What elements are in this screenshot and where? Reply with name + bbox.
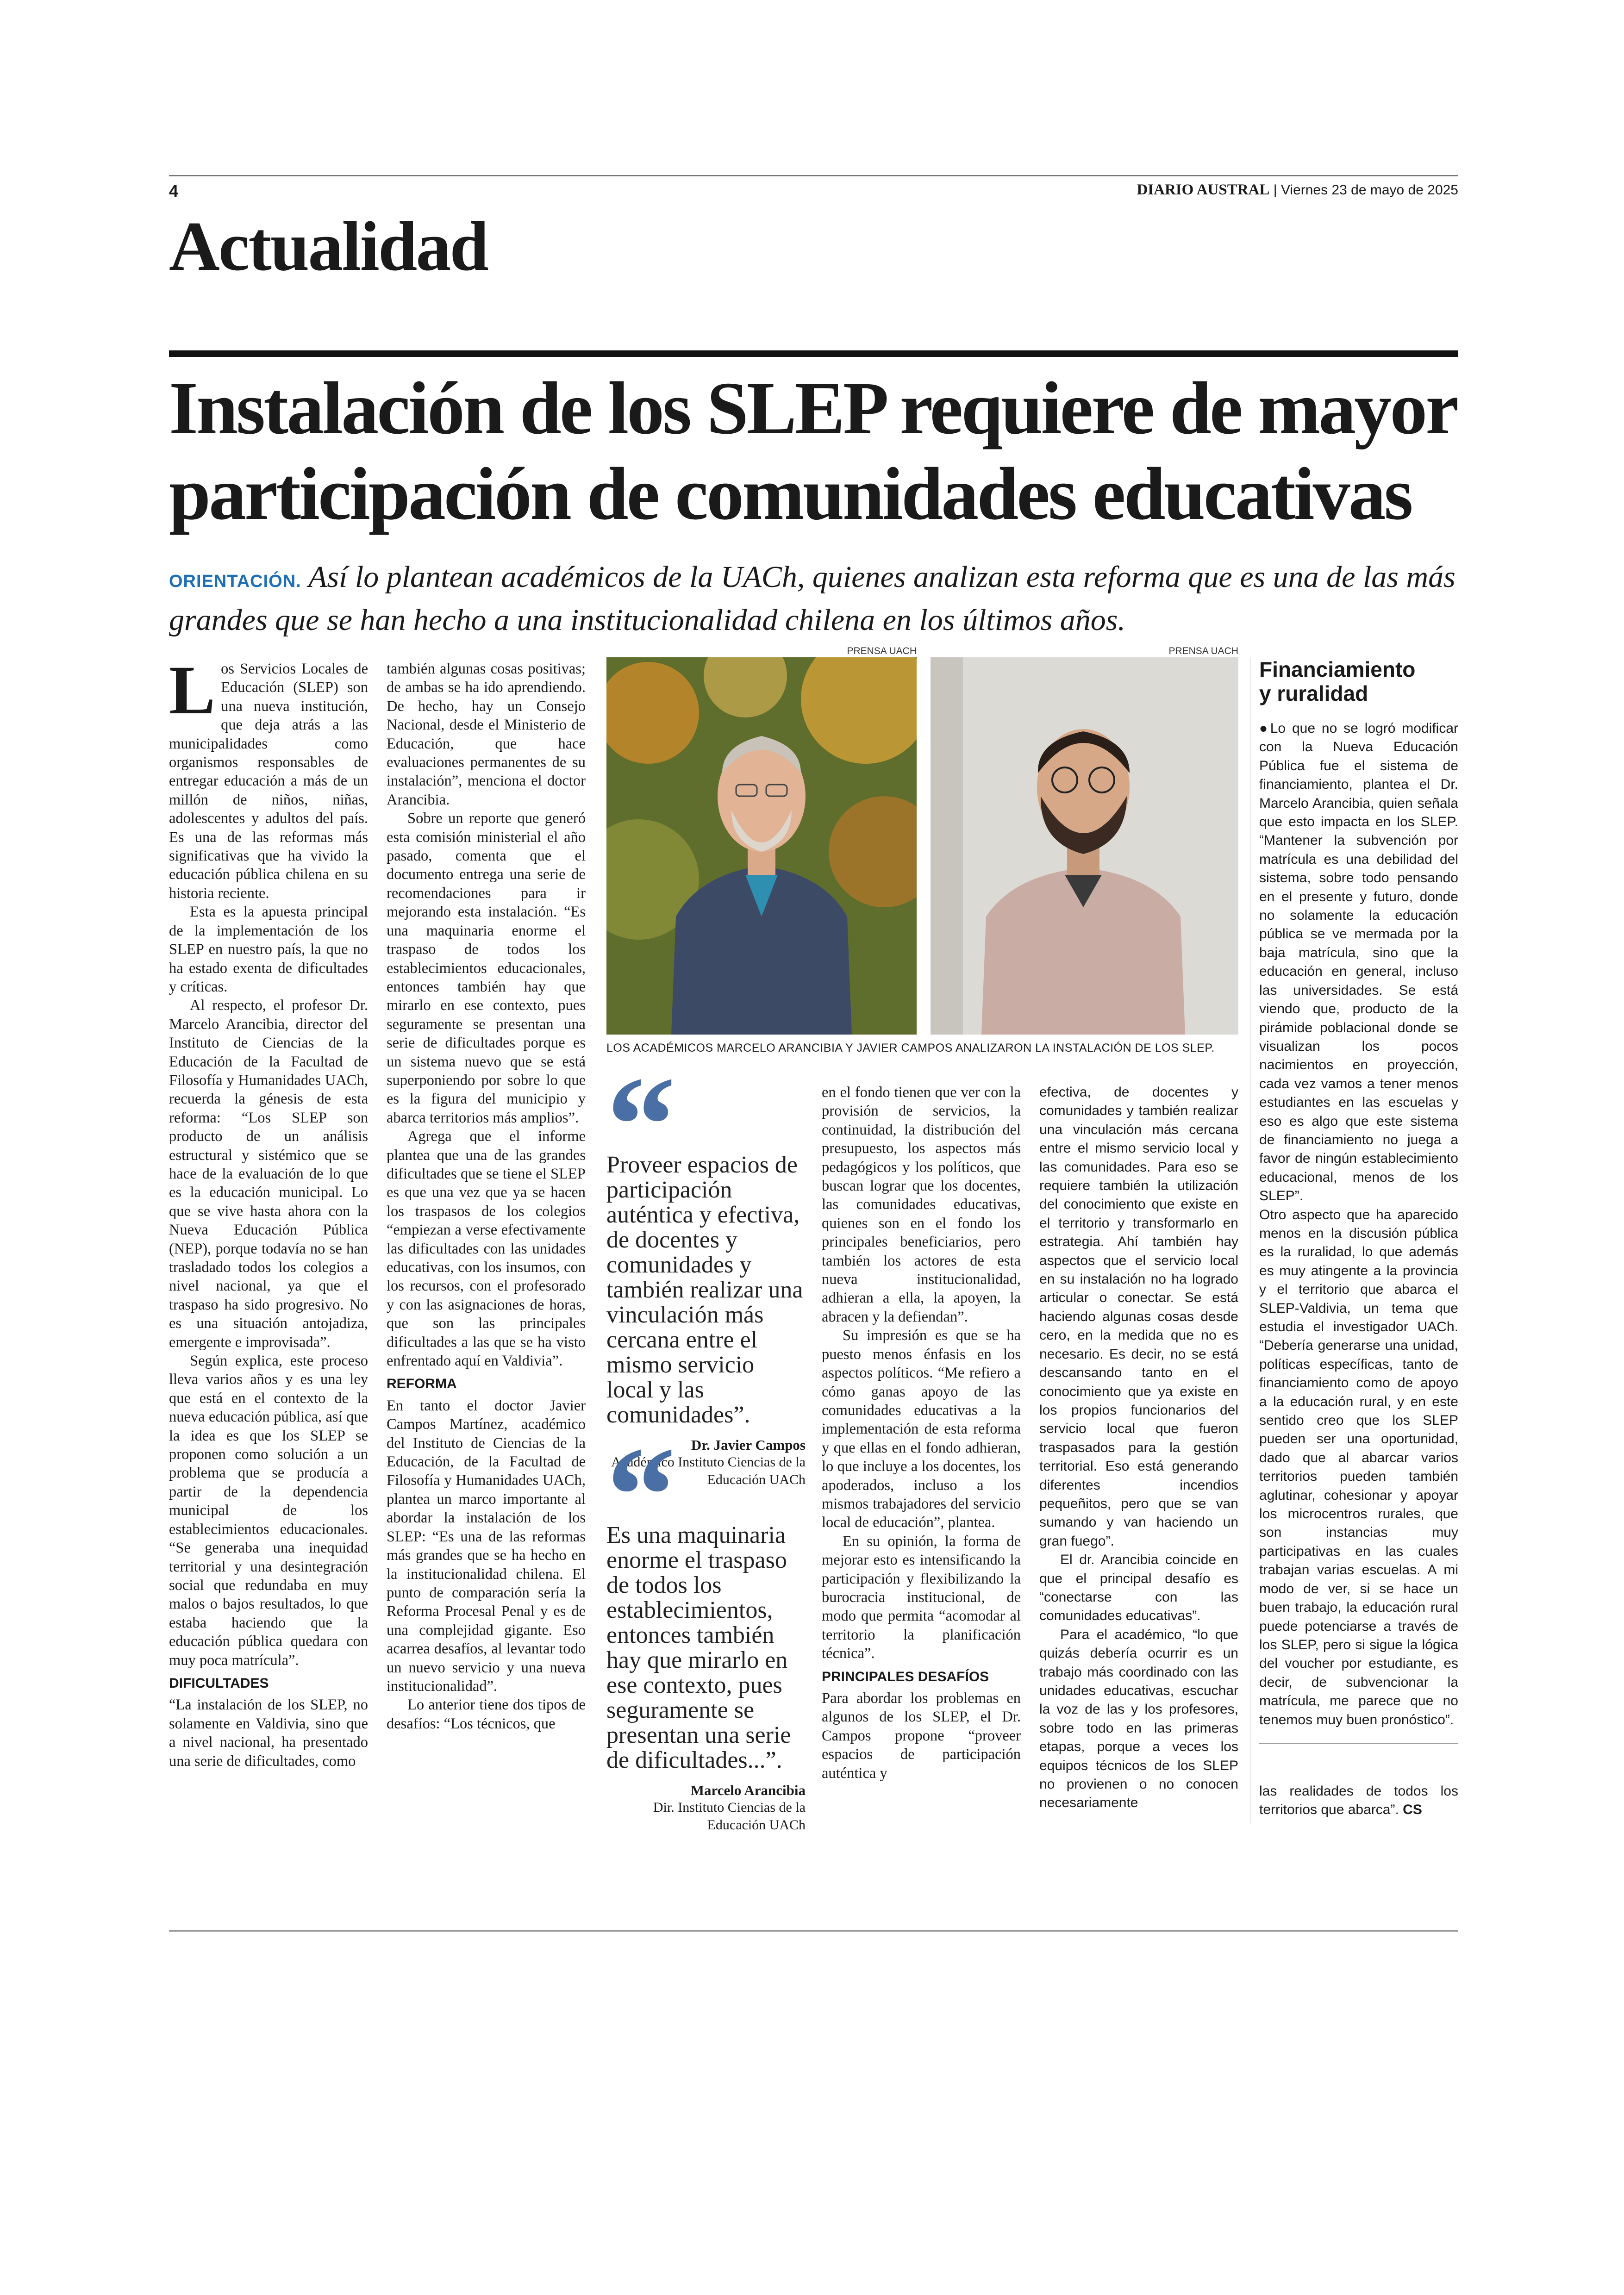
pull-quote-1-text: Proveer espacios de participación auténtica y efectiva, de docentes y comunidades y también realizar una vinculación más cercana entre el mismo servicio local y las comunidades”. [606, 1152, 803, 1428]
col4-paragraph-2: Su impresión es que se ha puesto menos énfasis en los aspectos políticos. “Me refiero a cómo ganas apoyo de las comunidades educativas a la implementación de esta reforma y que ellas en el fondo adhieran, lo que incluye a los docentes, los apoderados, incluso a los mismos trabajadores del servicio local de educación”, plantea. [822, 1327, 1021, 1531]
col4-paragraph-1: en el fondo tienen que ver con la provisión de servicios, la continuidad, la distribución del presupuesto, los aspectos más pedagógicos y los políticos, que buscan lograr que los docentes, las comunidades educativas, quienes son en el fondo los principales beneficiarios, pero también los actores de esta nueva institucionalidad, adhieran a ella, la apoyen, la abracen y la defiendan”. [822, 1084, 1021, 1325]
col1-paragraph-2: Esta es la apuesta principal de la implementación de los SLEP en nuestro país, la que no ha estado exenta de dificultades y críticas. [169, 904, 368, 995]
section-title: Actualidad [169, 207, 487, 285]
publication-name: DIARIO AUSTRAL [1137, 181, 1270, 198]
subhead-principales-desafios: PRINCIPALES DESAFÍOS [822, 1669, 989, 1684]
pull-quote-1-role: Académico Instituto Ciencias de la Educación UACh [611, 1454, 806, 1487]
masthead [1137, 181, 1458, 199]
photo-credit-2: PRENSA UACH [1168, 646, 1238, 656]
column-4 [822, 1083, 1021, 1783]
bottom-rule [169, 1930, 1458, 1932]
col4-paragraph-3: En su opinión, la forma de mejorar esto es intensificando la participación y flexibilizando la burocracia institucional, de modo que permita “acomodar al territorio la planificación técnica”. [822, 1533, 1021, 1662]
top-rule [169, 175, 1458, 176]
photo-javier-campos [931, 657, 1238, 1035]
pull-quote-2 [606, 1449, 806, 1834]
portrait-arancibia [606, 657, 917, 1035]
col2-paragraph-1: también algunas cosas positivas; de ambas se ha ido aprendiendo. De hecho, hay un Consejo Nacional, desde el Ministerio de Educación, que hace evaluaciones permanentes de su instalación”, menciona el doctor Arancibia. [387, 661, 586, 808]
sidebar-paragraph-1: Lo que no se logró modificar con la Nueva Educación Pública fue el sistema de financiamiento, plantea el Dr. Marcelo Arancibia, quien señala que esto impacta en los SLEP. “Mantener la subvención por matrícula es una debilidad del sistema, sobre todo pensando en el presente y futuro, donde no solamente la educación pública se ve mermada por la baja matrícula, sino que la educación en general, incluso las universidades. Se está viendo que, producto de la pirámide poblacional donde se visualizan los pocos nacimientos en proyección, cada vez vamos a tener menos estudiantes en las escuelas y eso es algo que este sistema de financiamiento no juega a favor de ningún establecimiento educacional, menos de los SLEP”. [1259, 721, 1459, 1204]
sidebar-paragraph-2: Otro aspecto que ha aparecido menos en la discusión pública es la ruralidad, lo que además es muy atingente a la provincia y el territorio que abarca el SLEP-Valdivia, un tema que estudia el investigador UACh. “Debería generarse una unidad, políticas específicas, tanto de financiamiento como de apoyo a la educación rural, y en este sentido creo que los SLEP pueden ser una oportunidad, dado que al abarcar varios territorios pueden también aglutinar, cohesionar y apoyar los microcentros rurales, que son instancias muy participativas en las cuales trabajan varias escuelas. A mi modo de ver, si se hace un buen trabajo, la educación rural puede potenciarse a través de los SLEP, pero si sigue la lógica del voucher por estudiante, es decir, de subvencionar la matrícula, me parece que no tenemos muy buen pronóstico”. [1259, 1207, 1458, 1727]
col5-paragraph-1: efectiva, de docentes y comunidades y también realizar una vinculación más cercana entre el mismo servicio local y las comunidades. Para eso se requiere también la utilización del conocimiento que existe en el territorio y transformarlo en estrategia. Ahí también hay aspectos que el servicio local en su instalación no ha logrado articular o conectar. Se está haciendo algunas cosas desde cero, en la medida que no es necesario. Es decir, no se está descansando tanto en el conocimiento que ya existe en los propios funcionarios del servicio local que fueron traspasados para la gestión territorial. Eso está generando diferentes incendios pequeñitos, pero que se van sumando y van haciendo un gran fuego”. [1039, 1085, 1238, 1549]
headline-line-2: participación de comunidades educativas [169, 453, 1412, 536]
pull-quote-2-role: Dir. Instituto Ciencias de la Educación UACh [653, 1800, 806, 1833]
issue-date: Viernes 23 de mayo de 2025 [1280, 182, 1458, 198]
deck-tag: ORIENTACIÓN. [169, 572, 301, 591]
sidebar-end-rule [1259, 1743, 1458, 1744]
subhead-reforma: REFORMA [387, 1376, 457, 1392]
sidebar-body [1259, 719, 1458, 1729]
page-number: 4 [169, 181, 179, 200]
sidebar-title-line-2: y ruralidad [1259, 681, 1368, 705]
photo-caption: LOS ACADÉMICOS MARCELO ARANCIBIA Y JAVIER CAMPOS ANALIZARON LA INSTALACIÓN DE LOS SLEP. [606, 1041, 1215, 1054]
headline-line-1: Instalación de los SLEP requiere de mayor [169, 367, 1457, 450]
deck [169, 558, 1461, 640]
pull-quote-1-author: Dr. Javier Campos [691, 1437, 806, 1453]
col5-paragraph-3: Para el académico, “lo que quizás debería ocurrir es un trabajo más coordinado con las unidades educativas, escuchar la voz de las y los profesores, sobre todo en las primeras etapas, porque a veces los equipos técnicos de los SLEP no provienen o no conocen necesariamente [1039, 1627, 1238, 1811]
deck-text: Así lo plantean académicos de la UACh, quienes analizan esta reforma que es una de las más grandes que se han hecho a una institucionalidad chilena en los últimos años. [169, 560, 1455, 637]
col1-paragraph-5: “La instalación de los SLEP, no solamente en Valdivia, sino que a nivel nacional, ha presentado una serie de dificultades, como [169, 1696, 368, 1770]
pull-quote-2-author: Marcelo Arancibia [690, 1782, 806, 1798]
column-2 [387, 660, 586, 1733]
pull-quote-2-text: Es una maquinaria enorme el traspaso de todos los establecimientos, entonces también hay que mirarlo en ese contexto, pues seguramente se presentan una serie de dificultades...”. [606, 1522, 791, 1773]
portrait-campos [931, 657, 1238, 1035]
section-rule [169, 350, 1458, 357]
col5-paragraph-2: El dr. Arancibia coincide en que el principal desafío es “conectarse con las comunidades educativas”. [1039, 1552, 1238, 1624]
article-ending [1259, 1782, 1458, 1820]
drop-cap: L [169, 652, 216, 729]
sidebar [1259, 657, 1458, 1744]
photo-marcelo-arancibia [606, 657, 917, 1035]
quote-mark-icon [606, 1449, 806, 1523]
sidebar-title [1259, 657, 1458, 705]
col2-paragraph-4: En tanto el doctor Javier Campos Martínez, académico del Instituto de Ciencias de la Educación, de la Facultad de Filosofía y Humanidades UACh, plantea un marco importante al abordar la instalación de los SLEP: “Es una de las reformas más grandes que se ha hecho en la institucionalidad chilena. El punto de comparación sería la Reforma Procesal Penal y es de una complejidad gigante. Eso acarrea desafíos, al levantar todo un nuevo servicio y una nueva institucionalidad”. [387, 1397, 586, 1695]
column-1 [169, 652, 368, 1771]
end-mark-icon: CS [1403, 1802, 1422, 1818]
sidebar-title-line-1: Financiamiento [1259, 657, 1416, 681]
pull-quote-1 [606, 1079, 806, 1489]
col1-paragraph-4: Según explica, este proceso lleva varios años y es una ley que está en el contexto de la nueva educación pública, así que la idea es que los SLEP se proponen como solución a un problema que se producía a partir de la dependencia municipal de los establecimientos educacionales. “Se generaba una inequidad territorial y una desintegración social que redundaba en muy malos o bajos resultados, lo que estaba haciendo que la educación pública quedara con muy poca matrícula”. [169, 1353, 368, 1669]
col1-paragraph-3: Al respecto, el profesor Dr. Marcelo Arancibia, director del Instituto de Ciencias de la Educación de la Facultad de Filosofía y Humanidades UACh, recuerda la génesis de esta reforma: “Los SLEP son producto de un análisis estructural y sistémico que se hace de la evaluación de lo que es la educación municipal. Lo que se vive hasta ahora con la Nueva Educación Pública (NEP), porque todavía no se han trasladado todos los colegios a nivel nacional, ya que el traspaso ha sido progresivo. No es una situación antojadiza, emergente e improvisada”. [169, 997, 368, 1351]
photo-credit-1: PRENSA UACH [847, 646, 917, 656]
column-5 [1039, 1083, 1238, 1813]
article-ending-text: las realidades de todos los territorios que abarca”. [1259, 1784, 1458, 1818]
bullet-icon: ● [1259, 721, 1270, 736]
headline [169, 366, 1465, 537]
col1-paragraph-1: os Servicios Locales de Educación (SLEP) son una nueva institución, que deja atrás a las municipalidades como organismos responsables de entregar educación a más de un millón de niños, niñas, adolescentes y adultos del país. Es una de las reformas más significativas que ha vivido la educación pública chilena en su historia reciente. [169, 661, 368, 902]
col2-paragraph-2: Sobre un reporte que generó esta comisión ministerial el año pasado, comenta que el documento entrega una serie de recomendaciones para ir mejorando esta instalación. “Es una maquinaria enorme el traspaso de todos los establecimientos educacionales, entonces también hay que mirarlo en ese contexto, pues seguramente se presentan una serie de dificultades porque es un sistema nuevo que se está superponiendo por sobre lo que es la figura del municipio y abarca territorios más amplios”. [387, 810, 586, 1126]
col2-paragraph-5: Lo anterior tiene dos tipos de desafíos: “Los técnicos, que [387, 1696, 586, 1732]
quote-mark-icon [606, 1079, 806, 1153]
col2-paragraph-3: Agrega que el informe plantea que una de las grandes dificultades que se tiene el SLEP es que una vez que ya se hacen los traspasos de los colegios “empiezan a verse efectivamente las dificultades con las unidades educativas, con los insumos, con los recursos, con el profesorado y con las asignaciones de horas, que son las principales dificultades a las que se ha visto enfrentado aquí en Valdivia”. [387, 1128, 586, 1370]
subhead-dificultades: DIFICULTADES [169, 1675, 269, 1691]
col4-paragraph-4: Para abordar los problemas en algunos de los SLEP, el Dr. Campos propone “proveer espacios de participación auténtica y [822, 1690, 1021, 1782]
masthead-separator: | [1273, 182, 1277, 198]
